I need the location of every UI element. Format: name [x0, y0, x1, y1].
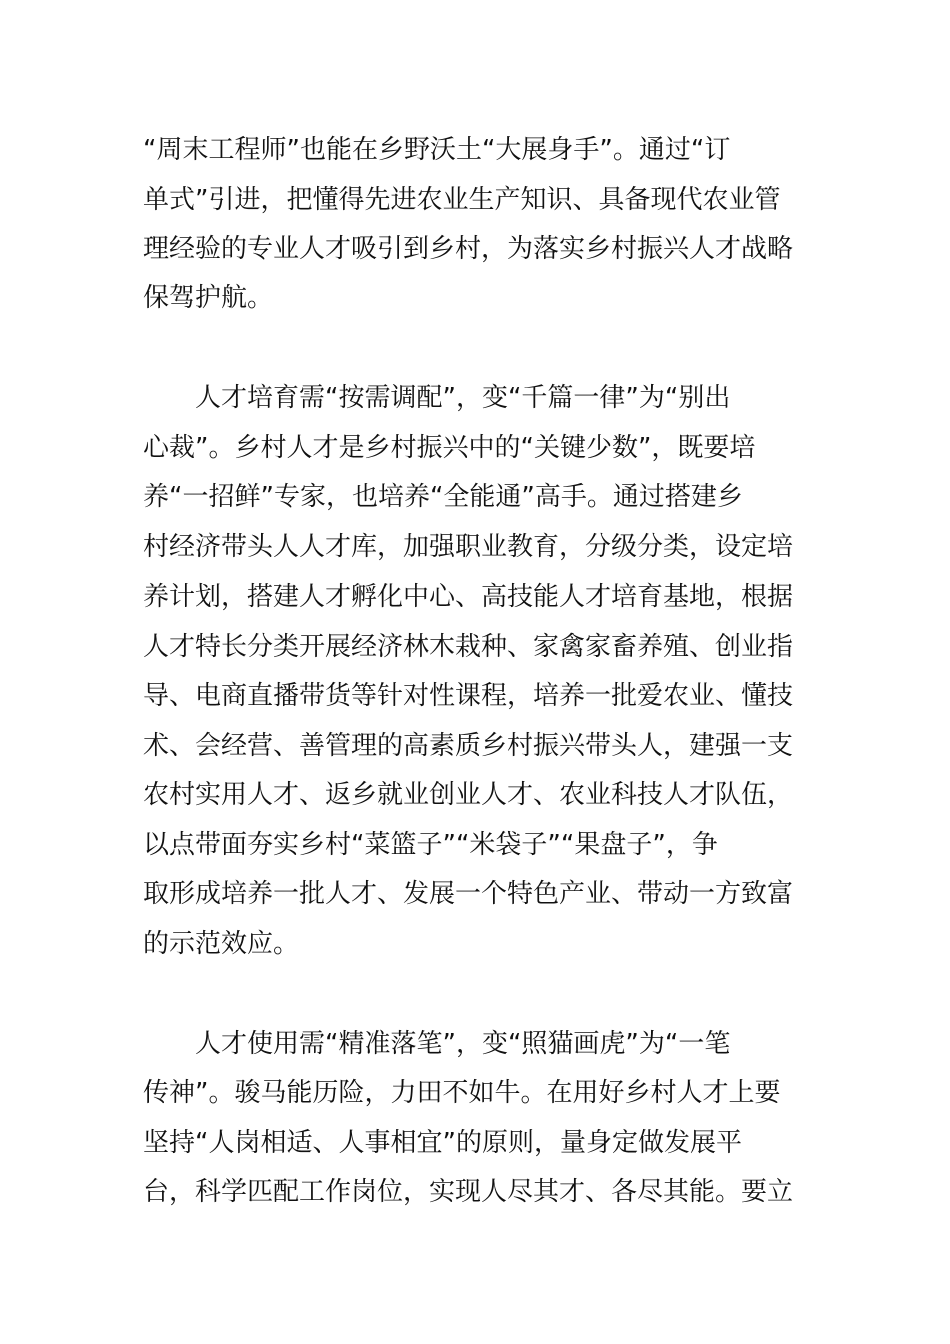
paragraph-2-line-7: 导、电商直播带货等针对性课程，培养一批爱农业、懂技	[143, 681, 794, 711]
paragraph-2-line-4: 村经济带头人人才库，加强职业教育，分级分类，设定培	[143, 532, 794, 562]
paragraph-1-line-4: 保驾护航。	[143, 283, 274, 313]
paragraph-1-line-3: 理经验的专业人才吸引到乡村，为落实乡村振兴人才战略	[143, 234, 794, 264]
paragraph-2-line-9: 农村实用人才、返乡就业创业人才、农业科技人才队伍，	[143, 780, 794, 810]
paragraph-1-line-2: 单式”引进，把懂得先进农业生产知识、具备现代农业管	[143, 185, 781, 215]
paragraph-2-line-10: 以点带面夯实乡村“菜篮子”“米袋子”“果盘子”，争	[143, 830, 718, 860]
paragraph-2-line-1: 人才培育需“按需调配”，变“千篇一律”为“别出	[195, 383, 731, 413]
paragraph-2-line-5: 养计划，搭建人才孵化中心、高技能人才培育基地，根据	[143, 582, 794, 612]
paragraph-2-line-6: 人才特长分类开展经济林木栽种、家禽家畜养殖、创业指	[143, 632, 794, 662]
paragraph-2-line-8: 术、会经营、善管理的高素质乡村振兴带头人，建强一支	[143, 731, 794, 761]
paragraph-1-line-1: “周末工程师”也能在乡野沃土“大展身手”。通过“订	[143, 135, 731, 165]
paragraph-2-line-11: 取形成培养一批人才、发展一个特色产业、带动一方致富	[143, 879, 794, 909]
paragraph-2-line-2: 心裁”。乡村人才是乡村振兴中的“关键少数”，既要培	[143, 433, 756, 463]
paragraph-3-line-2: 传神”。骏马能历险，力田不如牛。在用好乡村人才上要	[143, 1078, 781, 1108]
paragraph-2-line-3: 养“一招鲜”专家，也培养“全能通”高手。通过搭建乡	[143, 482, 743, 512]
paragraph-3-line-4: 台，科学匹配工作岗位，实现人尽其才、各尽其能。要立	[143, 1177, 794, 1207]
paragraph-2-line-12: 的示范效应。	[143, 929, 300, 959]
paragraph-3-line-3: 坚持“人岗相适、人事相宜”的原则，量身定做发展平	[143, 1128, 742, 1158]
paragraph-3-line-1: 人才使用需“精准落笔”，变“照猫画虎”为“一笔	[195, 1029, 731, 1059]
